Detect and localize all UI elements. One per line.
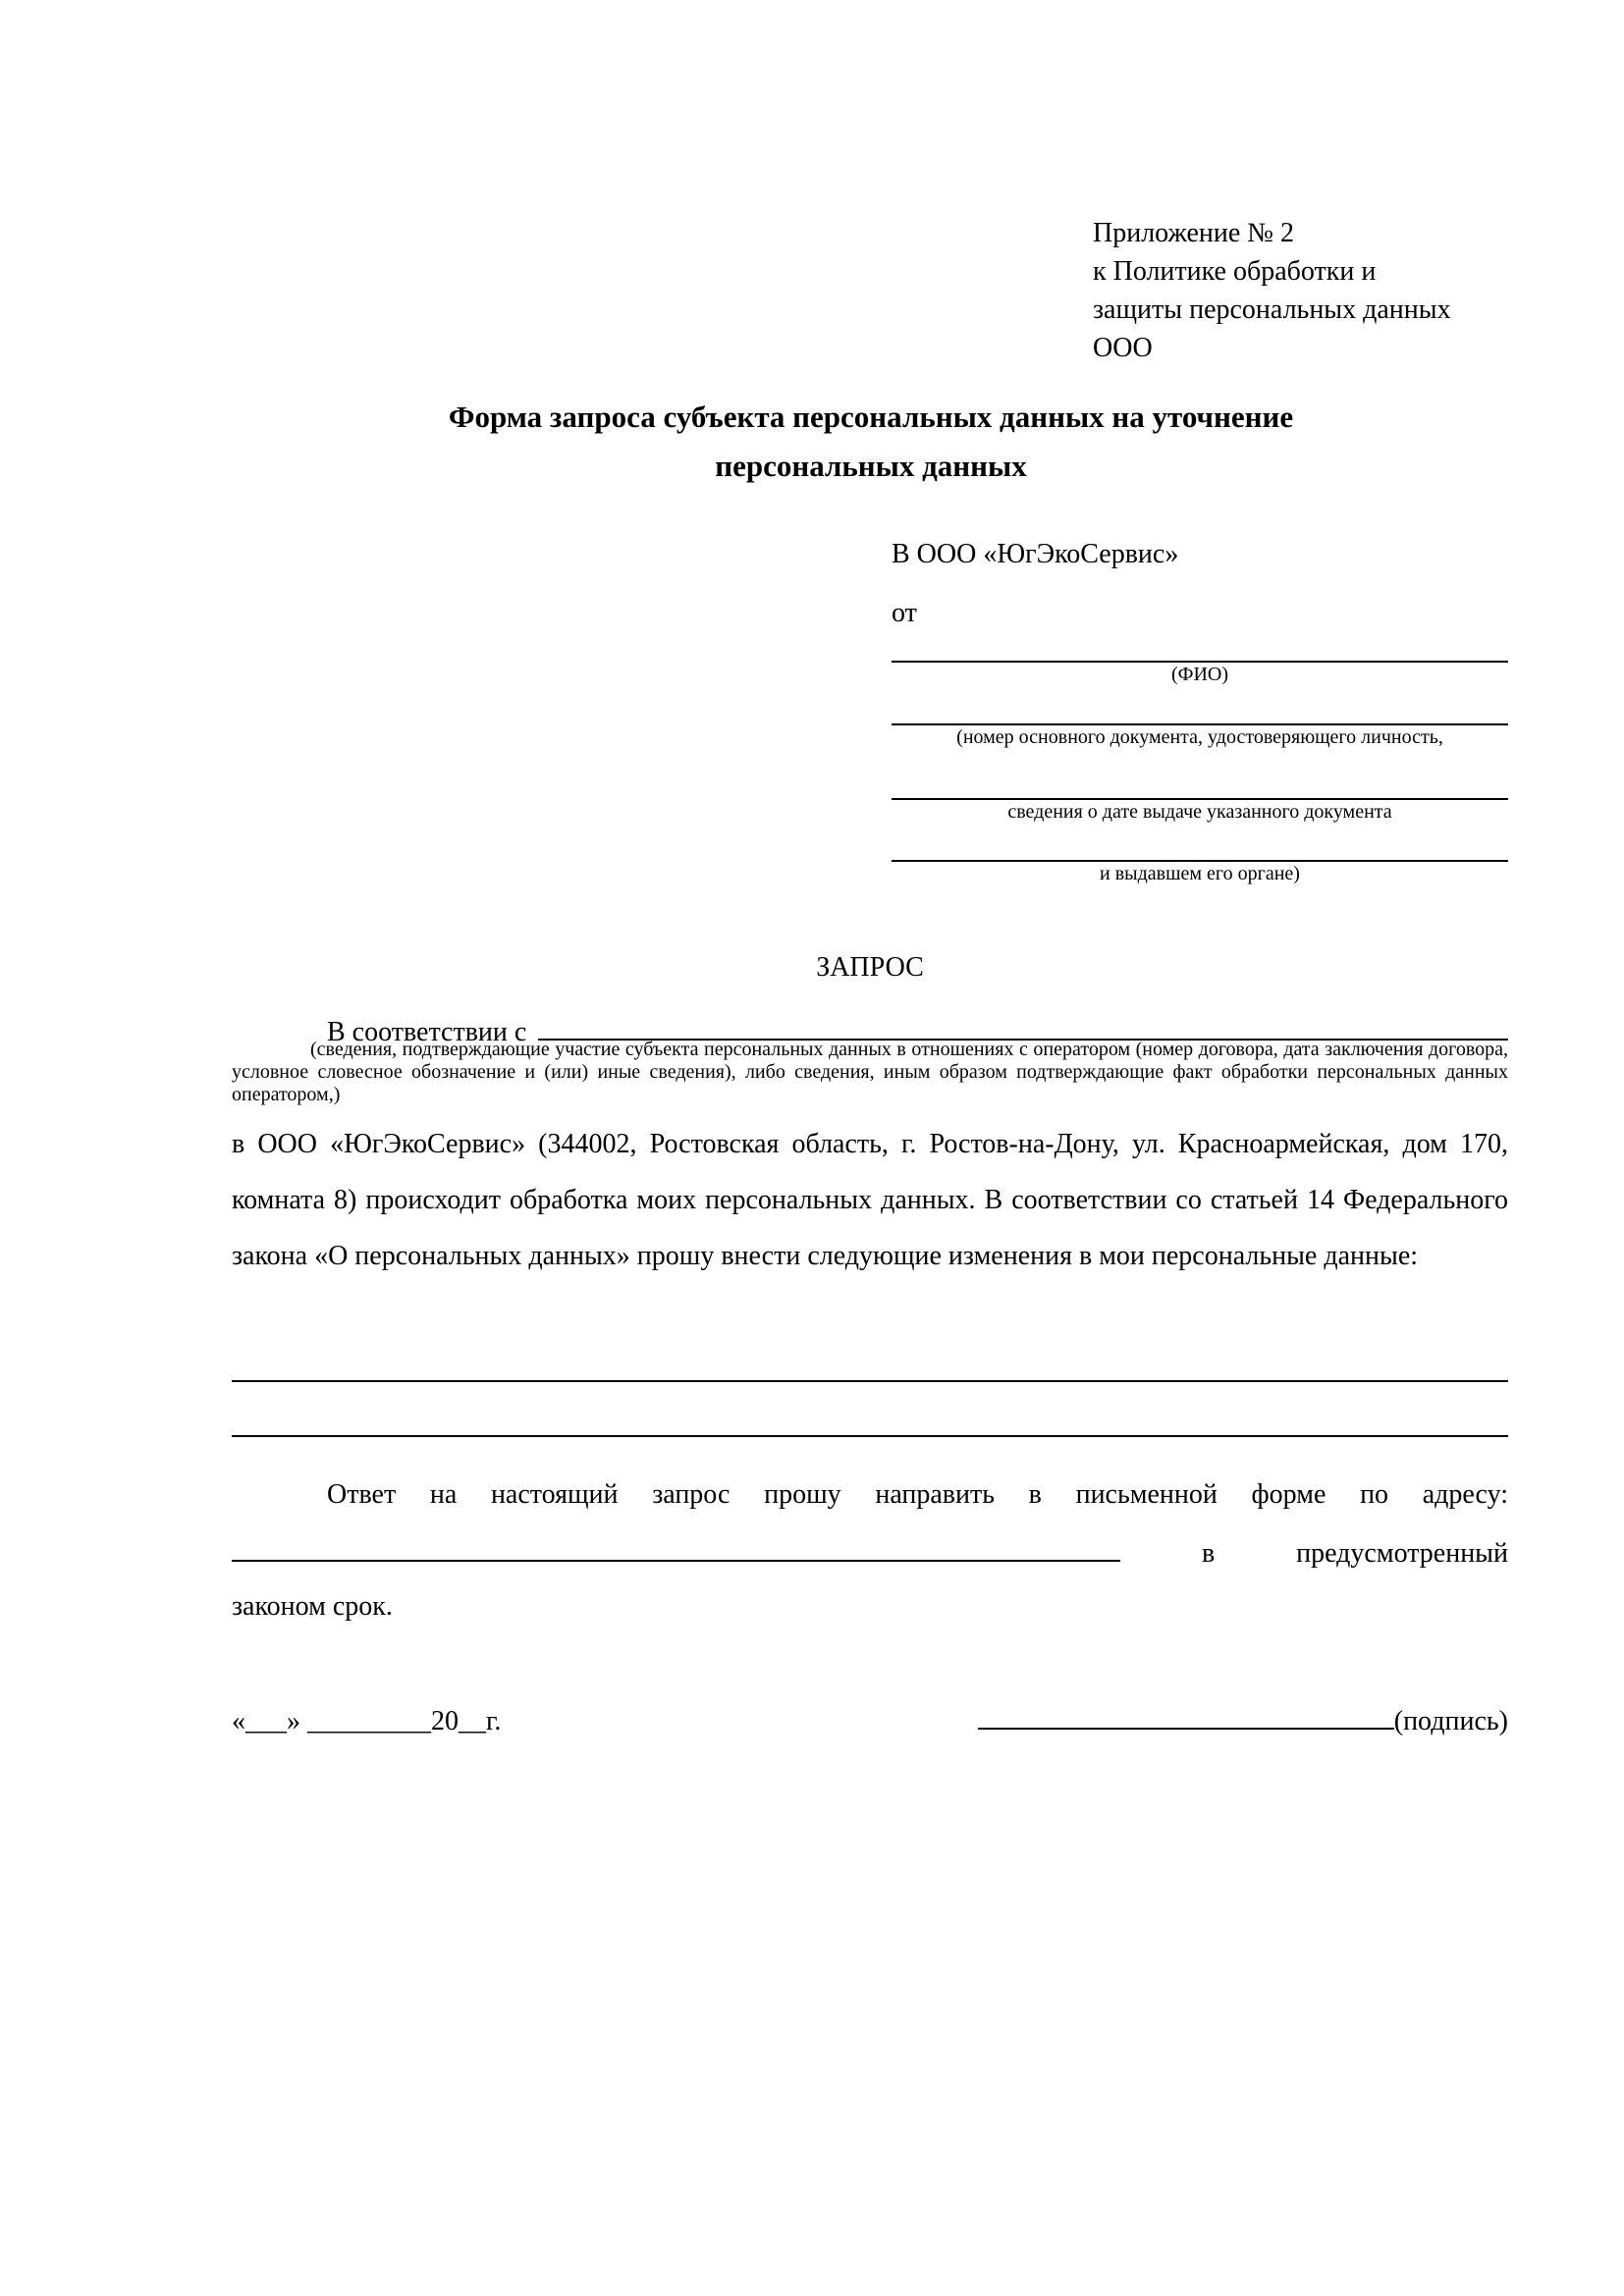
reply-tail-word: в — [1201, 1538, 1216, 1569]
signature-blank-line — [978, 1694, 1394, 1730]
reply-lead: Ответ на настоящий запрос прошу направить в письменной форме по адресу: — [327, 1479, 1508, 1510]
accordance-lead: В соответствии с — [327, 1017, 527, 1047]
issuing-authority-field — [892, 824, 1508, 885]
addressee-block — [892, 535, 1508, 885]
document-number-blank-line — [892, 686, 1508, 725]
accordance-note: (сведения, подтверждающие участие субъекта персональных данных в отношениях с оператором (номер договора, дата заключения договора, условное словесное обозначение и (или) иные сведения), либо сведения, иным образом подтверждающие факт обработки персональных данных оператором,) — [232, 1039, 1508, 1105]
reply-last-line: законом срок. — [232, 1591, 393, 1622]
annex-line: защиты персональных данных — [1093, 294, 1451, 325]
document-title — [292, 393, 1450, 491]
fio-caption: (ФИО) — [1170, 664, 1228, 685]
document-title-line: персональных данных — [715, 449, 1027, 483]
addressee-organization: В ООО «ЮгЭкоСервис» — [892, 539, 1179, 569]
document-number-caption: (номер основного документа, удостоверяющего личность, — [956, 726, 1443, 748]
issue-date-caption: сведения о дате выдаче указанного документа — [1007, 801, 1392, 823]
reply-address-blank-line — [232, 1522, 1120, 1562]
annex-line: к Политике обработки и — [1093, 256, 1377, 287]
fio-field — [892, 633, 1508, 686]
request-heading: ЗАПРОС — [816, 952, 924, 983]
signature-area — [978, 1694, 1508, 1741]
issue-date-field — [892, 749, 1508, 824]
document-number-field — [892, 686, 1508, 749]
signature-caption: (подпись) — [1393, 1706, 1508, 1736]
date-signature-row — [232, 1694, 1508, 1741]
changes-blank-line-2 — [232, 1435, 1508, 1437]
from-label: от — [892, 598, 917, 628]
annex-line: ООО — [1093, 333, 1153, 363]
fio-blank-line — [892, 633, 1508, 663]
changes-blank-line-1 — [232, 1380, 1508, 1382]
reply-address-row — [232, 1522, 1508, 1581]
document-title-line: Форма запроса субъекта персональных данных на уточнение — [448, 400, 1294, 434]
issuing-authority-caption: и выдавшем его органе) — [1100, 863, 1300, 884]
issuing-authority-blank-line — [892, 824, 1508, 862]
issue-date-blank-line — [892, 749, 1508, 800]
annex-line: Приложение № 2 — [1093, 218, 1294, 248]
reply-tail-word: предусмотренный — [1296, 1538, 1508, 1569]
accordance-blank-line — [538, 1003, 1508, 1041]
date-line: «___» _________20__г. — [232, 1706, 502, 1736]
body-paragraph: в ООО «ЮгЭкоСервис» (344002, Ростовская область, г. Ростов-на-Дону, ул. Красноармейская, дом 170, комната 8) происходит обработка моих персональных данных. В соответствии со статьей 14 Федерального закона «О персональных данных» прошу внести следующие изменения в мои персональные данные: — [232, 1129, 1508, 1271]
annex-reference — [1093, 214, 1451, 367]
